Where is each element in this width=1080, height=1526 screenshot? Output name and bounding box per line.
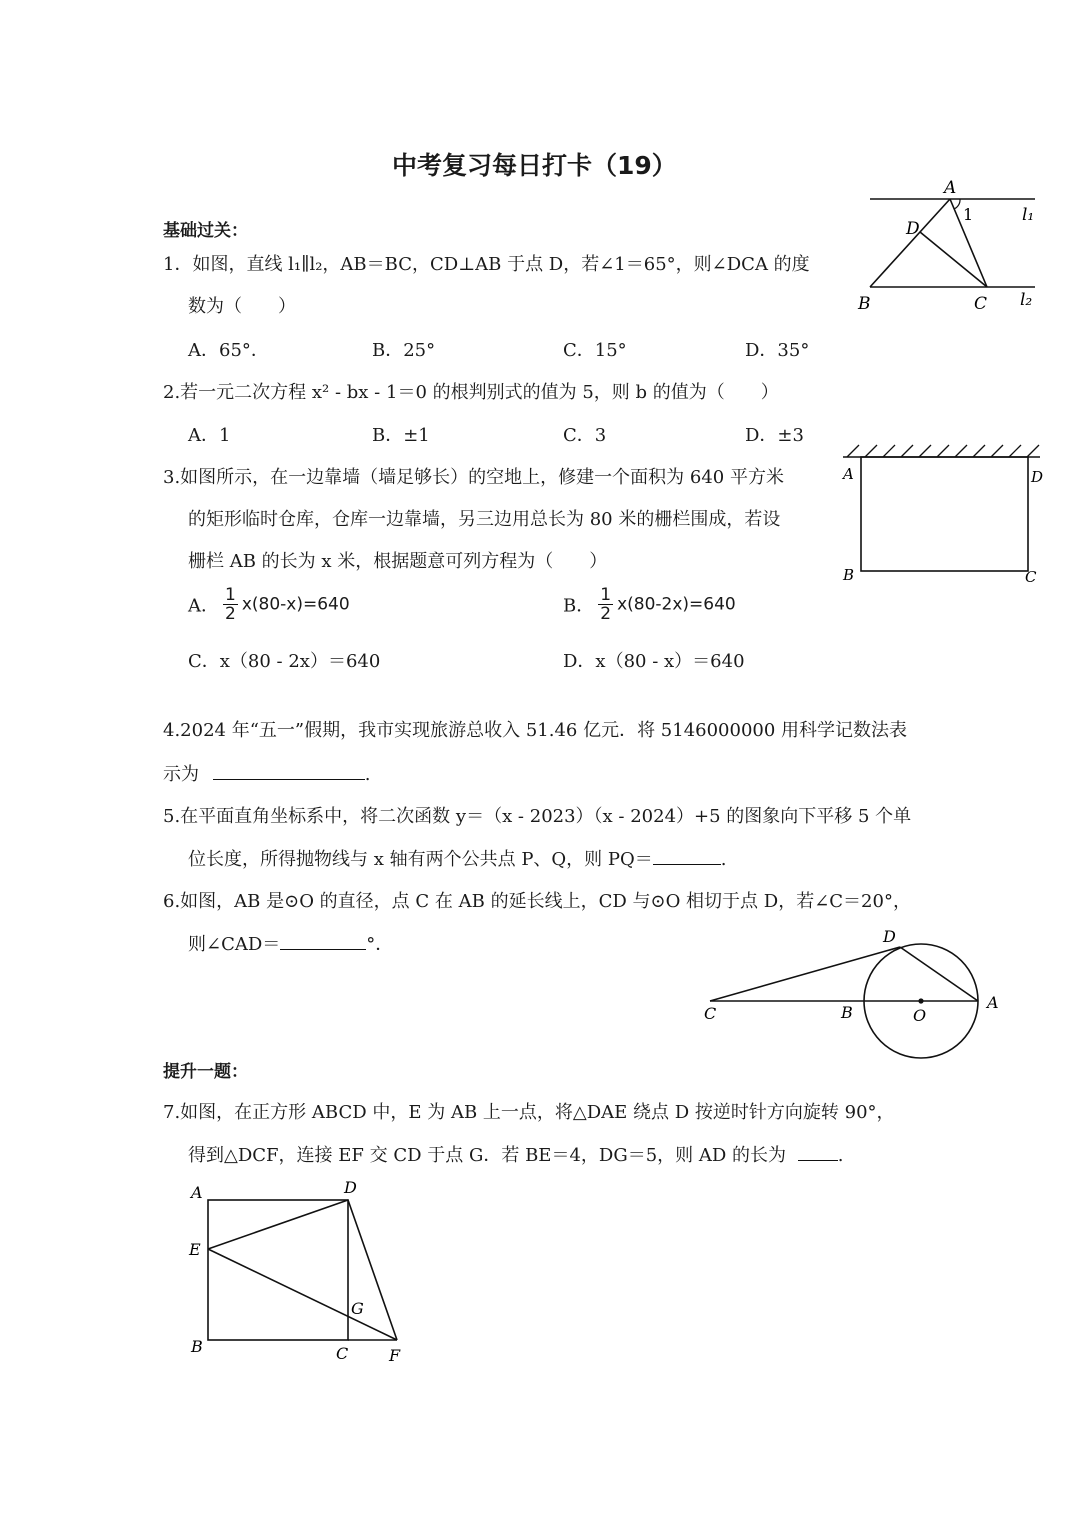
question-5-line-2	[188, 845, 727, 871]
figure-1-label-l2: l₂	[1020, 290, 1033, 310]
question-7-line-2-text: 得到△DCF，连接 EF 交 CD 于点 G．若 BE＝4，DG＝5，则 AD 的长为	[188, 1145, 787, 1166]
question-3-option-b-expression: x(80-2x)=640	[617, 594, 736, 615]
question-6-figure	[700, 928, 1010, 1068]
question-4-line-1: 4.2024 年“五一”假期，我市实现旅游总收入 51.46 亿元．将 5146000000 用科学记数法表	[163, 720, 908, 741]
fraction-numerator: 1	[225, 585, 236, 605]
question-5-line-1: 5.在平面直角坐标系中，将二次函数 y＝（x - 2023）（x - 2024）+5 的图象向下平移 5 个单	[163, 806, 912, 827]
question-3-figure	[835, 445, 1045, 590]
question-6-line-2-end: °．	[366, 934, 394, 955]
figure-7-label-e: E	[189, 1240, 201, 1259]
page-title: 中考复习每日打卡（19）	[392, 151, 677, 180]
figure-6-label-o: O	[913, 1006, 927, 1025]
figure-7-label-c: C	[336, 1344, 349, 1363]
question-3-option-a-fraction	[223, 586, 238, 623]
question-7-line-2-end: .	[837, 1145, 844, 1166]
figure-1-label-l1: l₁	[1022, 205, 1035, 225]
question-1-line-2: 数为（ ）	[188, 296, 296, 317]
figure-3-label-a: A	[843, 465, 854, 483]
answer-blank-7	[798, 1144, 838, 1161]
question-3-option-a	[188, 586, 350, 623]
answer-blank-4	[213, 763, 365, 780]
question-3-option-b-label: B．	[563, 595, 595, 617]
question-1-line-1: 1．如图，直线 l₁∥l₂，AB＝BC，CD⊥AB 于点 D，若∠1＝65°，则∠DCA 的度	[163, 254, 810, 275]
figure-3-label-c: C	[1025, 568, 1037, 586]
question-6-line-1: 6.如图，AB 是⊙O 的直径，点 C 在 AB 的延长线上，CD 与⊙O 相切于点 D，若∠C＝20°，	[163, 891, 911, 912]
figure-1-label-b: B	[858, 294, 871, 314]
question-4-line-2	[163, 760, 370, 786]
question-3-line-2: 的矩形临时仓库，仓库一边靠墙，另三边用总长为 80 米的栅栏围成，若设	[188, 509, 781, 530]
figure-6-label-d: D	[883, 927, 896, 946]
question-2-option-b: B．±1	[372, 425, 430, 446]
question-4-line-2-text: 示为	[163, 764, 199, 785]
question-2-line-1: 2.若一元二次方程 x² - bx - 1＝0 的根判别式的值为 5，则 b 的值为（ ）	[163, 382, 779, 403]
figure-7-label-g: G	[351, 1299, 364, 1318]
figure-1-label-a: A	[944, 178, 957, 198]
question-3-option-c: C．x（80 - 2x）＝640	[188, 651, 381, 672]
figure-7-label-a: A	[191, 1183, 203, 1202]
figure-6-label-b: B	[841, 1003, 853, 1022]
section-heading-basic: 基础过关：	[163, 221, 248, 241]
question-2-option-c: C．3	[563, 425, 607, 446]
figure-6-label-c: C	[704, 1004, 717, 1023]
question-3-option-a-label: A．	[188, 595, 219, 617]
question-7-line-2	[188, 1141, 844, 1167]
question-7-figure	[185, 1180, 415, 1370]
question-7-line-1: 7.如图，在正方形 ABCD 中，E 为 AB 上一点，将△DAE 绕点 D 按逆时针方向旋转 90°，	[163, 1102, 895, 1123]
section-heading-advanced: 提升一题：	[163, 1062, 248, 1082]
question-5-line-2-end: .	[720, 849, 727, 870]
question-4-line-2-end: .	[364, 764, 371, 785]
question-3-option-d: D．x（80 - x）＝640	[563, 651, 745, 672]
figure-1-label-c: C	[974, 294, 988, 314]
figure-7-label-f: F	[389, 1346, 401, 1365]
question-1-option-a: A．65°．	[188, 340, 269, 361]
answer-blank-6	[280, 933, 366, 950]
question-1-option-d: D．35°	[745, 340, 810, 361]
question-6-line-2-text: 则∠CAD＝	[188, 934, 281, 955]
question-3-line-3: 栅栏 AB 的长为 x 米，根据题意可列方程为（ ）	[188, 551, 608, 572]
question-3-option-b-fraction	[598, 586, 613, 623]
question-3-option-a-expression: x(80-x)=640	[241, 594, 350, 615]
question-1-figure	[850, 175, 1050, 320]
question-3-line-1: 3.如图所示，在一边靠墙（墙足够长）的空地上，修建一个面积为 640 平方米	[163, 467, 784, 488]
figure-7-label-d: D	[344, 1178, 357, 1197]
answer-blank-5	[653, 848, 721, 865]
question-1-option-b: B．25°	[372, 340, 436, 361]
question-6-line-2	[188, 930, 393, 956]
figure-3-label-b: B	[843, 566, 855, 584]
figure-3-label-d: D	[1031, 468, 1044, 486]
wall-hatching	[847, 445, 1039, 457]
question-1-option-c: C．15°	[563, 340, 627, 361]
question-5-line-2-text: 位长度，所得抛物线与 x 轴有两个公共点 P、Q，则 PQ＝	[188, 849, 653, 870]
question-3-option-b	[563, 586, 736, 623]
figure-6-label-a: A	[987, 993, 999, 1012]
fraction-denominator: 2	[600, 604, 612, 624]
figure-1-label-angle: 1	[963, 205, 974, 224]
fraction-denominator: 2	[225, 604, 236, 624]
fraction-numerator: 1	[600, 585, 612, 605]
figure-7-label-b: B	[191, 1337, 203, 1356]
question-2-option-d: D．±3	[745, 425, 804, 446]
question-2-option-a: A．1	[188, 425, 231, 446]
figure-1-label-d: D	[906, 219, 920, 239]
